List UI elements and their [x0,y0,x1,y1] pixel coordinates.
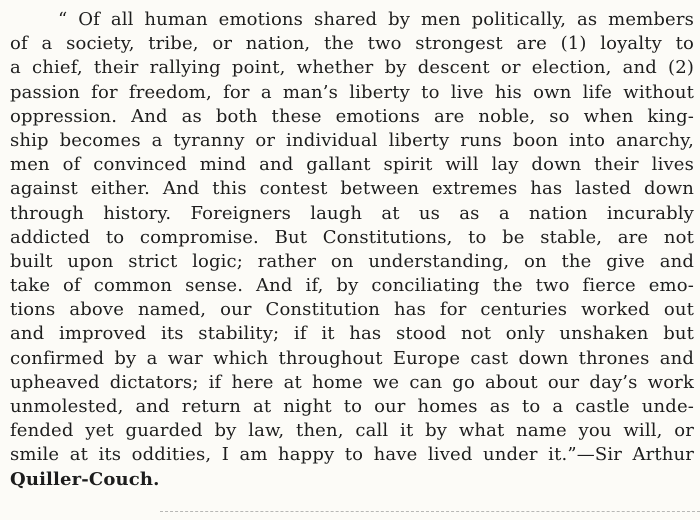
text-line: fended yet guarded by law, then, call it by what name you will, or [10,420,694,442]
text-line: oppression. And as both these emotions are noble, so when king- [10,105,694,127]
text-line: built upon strict logic; rather on understanding, on the give and [10,250,694,272]
text-line: ship becomes a tyranny or individual liberty runs boon into anarchy, [10,129,694,151]
text-line: men of convinced mind and gallant spirit will lay down their lives [10,154,694,176]
text-line: passion for freedom, for a man’s liberty to live his own life without [10,81,694,103]
quotation-paragraph [10,8,694,492]
text-line: of a society, tribe, or nation, the two strongest are (1) loyalty to [10,33,694,55]
print-rule-divider [160,511,700,512]
text-line: through history. Foreigners laugh at us as a nation incurably [10,202,694,224]
text-line: addicted to compromise. But Constitutions, to be stable, are not [10,226,694,248]
text-line: take of common sense. And if, by conciliating the two fierce emo- [10,275,694,297]
text-line: “ Of all human emotions shared by men politically, as members [58,9,694,30]
text-line: unmolested, and return at night to our homes as to a castle unde- [10,396,694,417]
text-line: confirmed by a war which throughout Europe cast down thrones and [10,347,694,369]
text-line: smile at its oddities, I am happy to have lived under it.”—Sir Arthur [10,444,694,466]
text-line: upheaved dictators; if here at home we can go about our day’s work [10,371,694,393]
attribution-name: Quiller-Couch. [10,468,160,490]
text-line: and improved its stability; if it has stood not only unshaken but [10,323,694,345]
text-line: tions above named, our Constitution has for centuries worked out [10,299,694,321]
text-line: a chief, their rallying point, whether by descent or election, and (2) [10,57,694,79]
text-line: against either. And this contest between extremes has lasted down [10,178,694,200]
